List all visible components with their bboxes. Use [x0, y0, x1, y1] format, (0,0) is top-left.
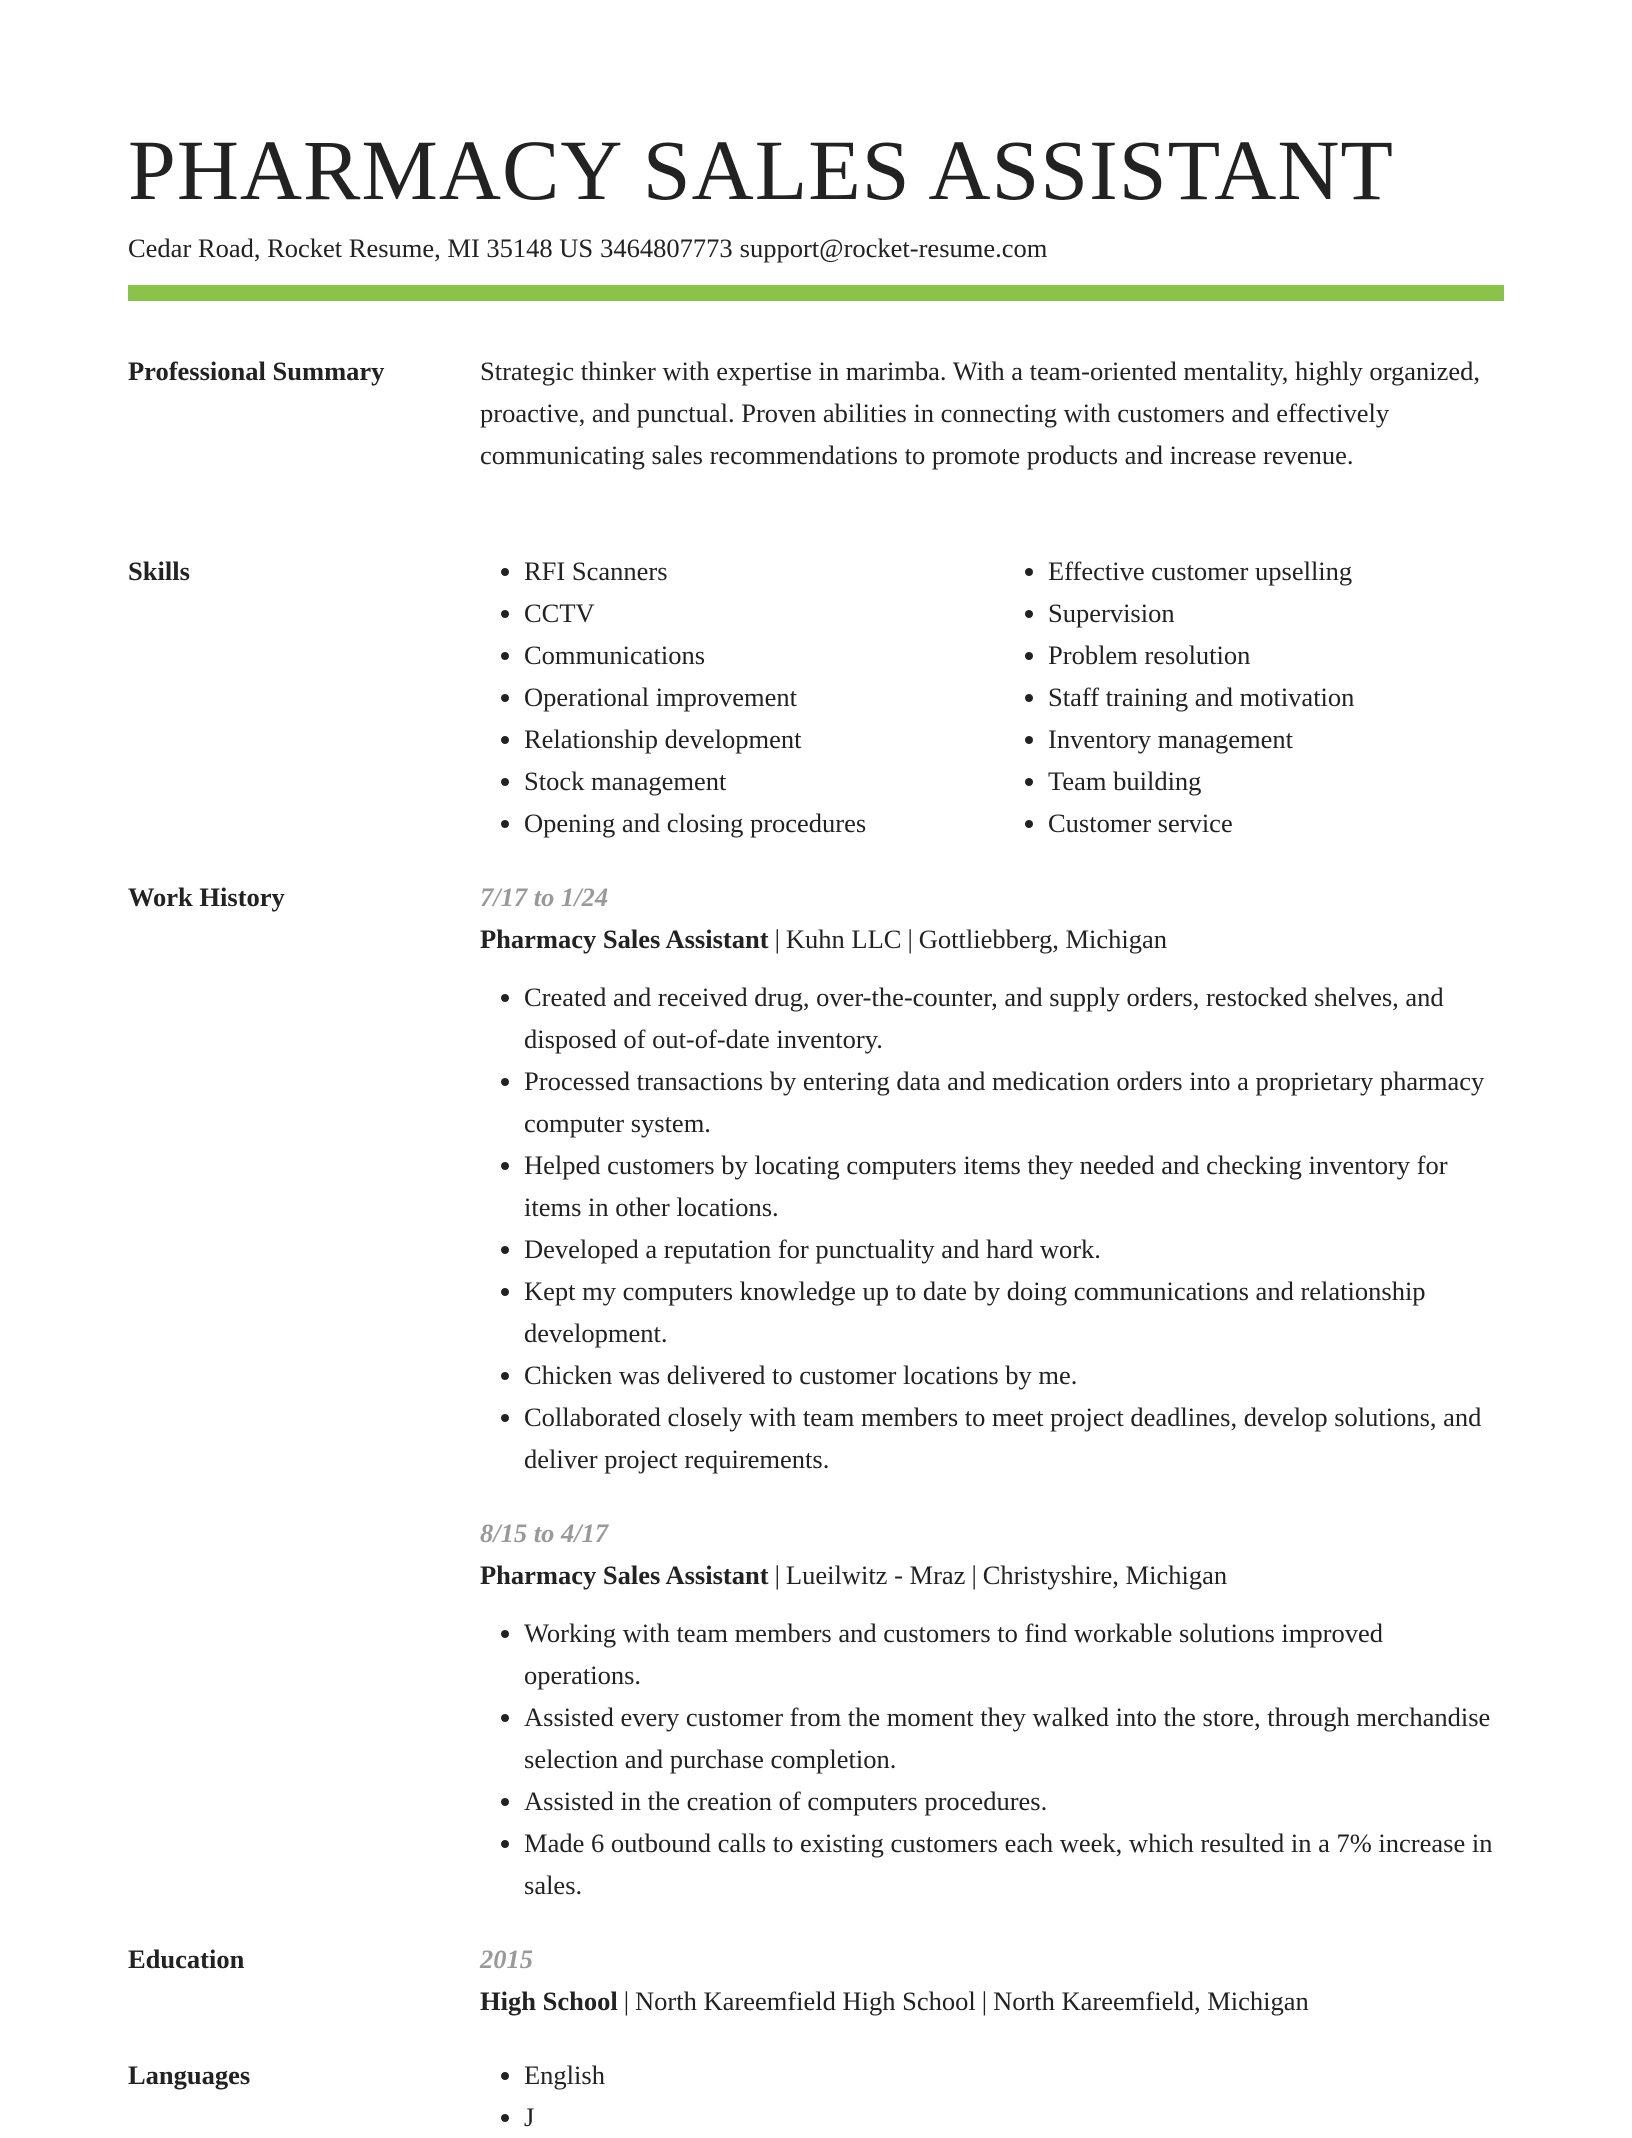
language-item: • J	[524, 2096, 1504, 2138]
section-label-work-history: Work History	[128, 882, 285, 912]
job-bullet: • Developed a reputation for punctuality and hard work.	[524, 1228, 1504, 1270]
skill-item: • Team building	[1048, 760, 1508, 802]
languages-list	[480, 2054, 1504, 2138]
job-dates: 7/17 to 1/24	[480, 882, 609, 912]
skill-item: • Problem resolution	[1048, 634, 1508, 676]
skill-item: • Communications	[524, 634, 984, 676]
education-year: 2015	[480, 1944, 533, 1974]
contact-address: Cedar Road, Rocket Resume, MI 35148 US	[128, 233, 594, 263]
job-bullets	[480, 1612, 1504, 1906]
language-item: • English	[524, 2054, 1504, 2096]
job-bullet: • Assisted every customer from the moment they walked into the store, through merchandise selection and purchase completion.	[524, 1696, 1504, 1780]
education-heading: High School | North Kareemfield High School | North Kareemfield, Michigan	[480, 1986, 1309, 2016]
job-heading: Pharmacy Sales Assistant | Kuhn LLC | Gottliebberg, Michigan	[480, 924, 1168, 954]
contact-line	[128, 230, 1047, 266]
job-entry	[480, 1512, 1504, 1906]
skill-item: • Effective customer upselling	[1048, 550, 1508, 592]
job-bullet: • Processed transactions by entering data and medication orders into a proprietary pharmacy computer system.	[524, 1060, 1504, 1144]
education-school: North Kareemfield High School	[635, 1986, 976, 2016]
job-heading: Pharmacy Sales Assistant | Lueilwitz - Mraz | Christyshire, Michigan	[480, 1560, 1228, 1590]
skill-item: • Staff training and motivation	[1048, 676, 1508, 718]
job-company: Kuhn LLC	[785, 924, 902, 954]
contact-email: support@rocket-resume.com	[739, 233, 1048, 263]
contact-phone: 3464807773	[600, 233, 733, 263]
skill-item: • Inventory management	[1048, 718, 1508, 760]
section-label-education: Education	[128, 1944, 245, 1974]
education-location: North Kareemfield, Michigan	[993, 1986, 1309, 2016]
job-bullet: • Chicken was delivered to customer locations by me.	[524, 1354, 1504, 1396]
job-bullet: • Collaborated closely with team members to meet project deadlines, develop solutions, and deliver project requirements.	[524, 1396, 1504, 1480]
job-bullet: • Helped customers by locating computers items they needed and checking inventory for items in other locations.	[524, 1144, 1504, 1228]
summary-text: Strategic thinker with expertise in marimba. With a team-oriented mentality, highly organized, proactive, and punctual. Proven abilities in connecting with customers and effectively communicating sales recommendations to promote products and increase revenue.	[480, 356, 1480, 470]
job-bullet: • Created and received drug, over-the-counter, and supply orders, restocked shelves, and disposed of out-of-date inventory.	[524, 976, 1504, 1060]
skills-list-right	[1004, 550, 1508, 844]
job-bullet: • Kept my computers knowledge up to date by doing communications and relationship development.	[524, 1270, 1504, 1354]
section-label-skills: Skills	[128, 556, 190, 586]
job-bullet: • Working with team members and customers to find workable solutions improved operations.	[524, 1612, 1504, 1696]
job-dates: 8/15 to 4/17	[480, 1518, 609, 1548]
job-bullet: • Made 6 outbound calls to existing customers each week, which resulted in a 7% increase in sales.	[524, 1822, 1504, 1906]
job-bullets	[480, 976, 1504, 1480]
skill-item: • Opening and closing procedures	[524, 802, 984, 844]
job-location: Gottliebberg, Michigan	[918, 924, 1168, 954]
job-title: Pharmacy Sales Assistant	[480, 1560, 769, 1590]
section-label-languages: Languages	[128, 2060, 251, 2090]
resume-title: PHARMACY SALES ASSISTANT	[128, 122, 1394, 218]
section-label-summary: Professional Summary	[128, 356, 385, 386]
job-location: Christyshire, Michigan	[982, 1560, 1228, 1590]
job-title: Pharmacy Sales Assistant	[480, 924, 769, 954]
job-company: Lueilwitz - Mraz	[785, 1560, 966, 1590]
skill-item: • Customer service	[1048, 802, 1508, 844]
skill-item: • Supervision	[1048, 592, 1508, 634]
header-divider	[128, 285, 1504, 301]
skill-item: • Operational improvement	[524, 676, 984, 718]
skills-list-left	[480, 550, 984, 844]
skill-item: • Relationship development	[524, 718, 984, 760]
skill-item: • CCTV	[524, 592, 984, 634]
job-entry	[480, 876, 1504, 1480]
education-degree: High School	[480, 1986, 618, 2016]
skill-item: • Stock management	[524, 760, 984, 802]
job-bullet: • Assisted in the creation of computers procedures.	[524, 1780, 1504, 1822]
skill-item: • RFI Scanners	[524, 550, 984, 592]
